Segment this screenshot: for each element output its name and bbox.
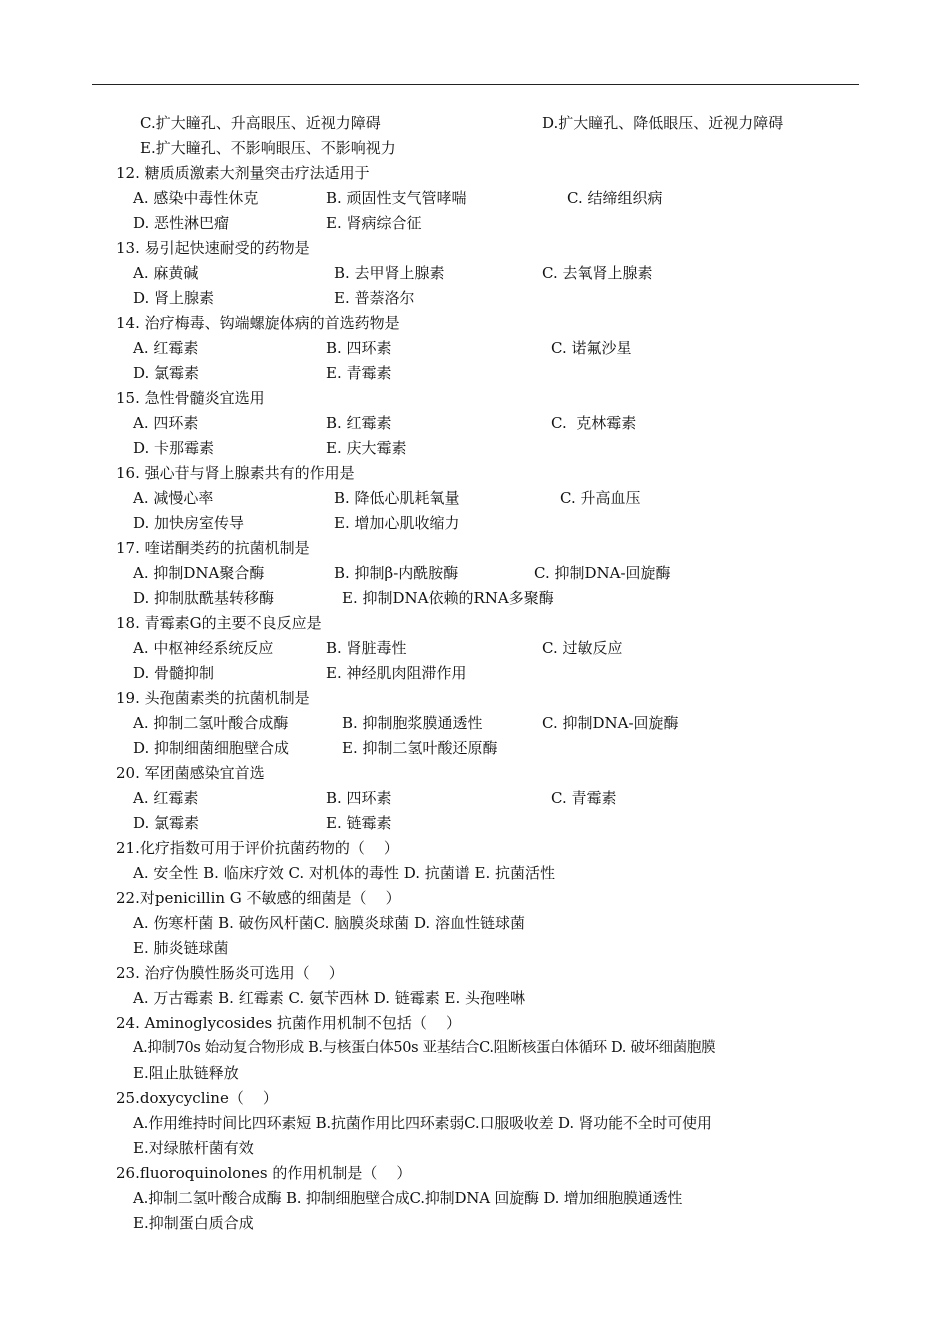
q13-option-c: C. 去氧肾上腺素: [542, 264, 653, 282]
q18-option-a: A. 中枢神经系统反应: [133, 639, 274, 657]
q19-option-b: B. 抑制胞浆膜通透性: [342, 714, 483, 732]
q20-option-e: E. 链霉素: [326, 814, 392, 832]
q26-stem: 26.fluoroquinolones 的作用机制是（ ）: [116, 1164, 412, 1182]
q12-option-e: E. 肾病综合征: [326, 214, 422, 232]
q16-option-c: C. 升高血压: [560, 489, 641, 507]
q12-option-d: D. 恶性淋巴瘤: [133, 214, 230, 232]
q13-option-d: D. 肾上腺素: [133, 289, 215, 307]
q15-option-a: A. 四环素: [133, 414, 199, 432]
q22-options-line2: E. 肺炎链球菌: [133, 939, 229, 957]
q18-option-c: C. 过敏反应: [542, 639, 623, 657]
q19-stem: 19. 头孢菌素类的抗菌机制是: [116, 689, 310, 707]
q13-option-a: A. 麻黄碱: [133, 264, 199, 282]
q18-option-b: B. 肾脏毒性: [326, 639, 407, 657]
q16-option-b: B. 降低心肌耗氧量: [334, 489, 460, 507]
q13-option-b: B. 去甲肾上腺素: [334, 264, 445, 282]
q14-option-c: C. 诺氟沙星: [551, 339, 632, 357]
q19-option-c: C. 抑制DNA-回旋酶: [542, 714, 679, 732]
q17-option-c: C. 抑制DNA-回旋酶: [534, 564, 671, 582]
q14-option-b: B. 四环素: [326, 339, 392, 357]
q25-options-line1: A.作用维持时间比四环素短 B.抗菌作用比四环素弱C.口服吸收差 D. 肾功能不全时可使用: [133, 1114, 712, 1132]
q14-option-e: E. 青霉素: [326, 364, 392, 382]
q15-stem: 15. 急性骨髓炎宜选用: [116, 389, 265, 407]
q24-options-line2: E.阻止肽链释放: [133, 1064, 239, 1082]
q16-option-d: D. 加快房室传导: [133, 514, 245, 532]
q15-option-b: B. 红霉素: [326, 414, 392, 432]
q11-option-c: C.扩大瞳孔、升高眼压、近视力障碍: [140, 114, 381, 132]
q15-option-c: C. 克林霉素: [551, 414, 637, 432]
q20-option-d: D. 氯霉素: [133, 814, 200, 832]
q19-option-d: D. 抑制细菌细胞壁合成: [133, 739, 290, 757]
q16-stem: 16. 强心苷与肾上腺素共有的作用是: [116, 464, 355, 482]
q12-stem: 12. 糖质质激素大剂量突击疗法适用于: [116, 164, 370, 182]
q19-option-e: E. 抑制二氢叶酸还原酶: [342, 739, 498, 757]
q24-options-line1: A.抑制70s 始动复合物形成 B.与核蛋白体50s 亚基结合C.阻断核蛋白体循环 D. 破坏细菌胞膜: [133, 1040, 716, 1056]
q17-option-a: A. 抑制DNA聚合酶: [133, 564, 265, 582]
q17-stem: 17. 喹诺酮类药的抗菌机制是: [116, 539, 310, 557]
q22-options-line1: A. 伤寒杆菌 B. 破伤风杆菌C. 脑膜炎球菌 D. 溶血性链球菌: [133, 914, 525, 932]
header-rule: [92, 84, 859, 85]
q11-option-e: E.扩大瞳孔、不影响眼压、不影响视力: [140, 139, 396, 157]
q13-stem: 13. 易引起快速耐受的药物是: [116, 239, 310, 257]
q15-option-d: D. 卡那霉素: [133, 439, 215, 457]
q13-option-e: E. 普萘洛尔: [334, 289, 415, 307]
q26-options-line2: E.抑制蛋白质合成: [133, 1214, 254, 1232]
q12-option-b: B. 顽固性支气管哮喘: [326, 189, 467, 207]
q22-stem: 22.对penicillin G 不敏感的细菌是（ ）: [116, 889, 401, 907]
q16-option-e: E. 增加心肌收缩力: [334, 514, 460, 532]
q26-options-line1: A.抑制二氢叶酸合成酶 B. 抑制细胞壁合成C.抑制DNA 回旋酶 D. 增加细胞膜通透性: [133, 1189, 683, 1207]
q19-option-a: A. 抑制二氢叶酸合成酶: [133, 714, 289, 732]
q14-option-a: A. 红霉素: [133, 339, 199, 357]
q21-options: A. 安全性 B. 临床疗效 C. 对机体的毒性 D. 抗菌谱 E. 抗菌活性: [133, 864, 555, 882]
q16-option-a: A. 减慢心率: [133, 489, 214, 507]
q23-options: A. 万古霉素 B. 红霉素 C. 氨苄西林 D. 链霉素 E. 头孢唑啉: [133, 989, 525, 1007]
q18-stem: 18. 青霉素G的主要不良反应是: [116, 614, 322, 632]
q25-options-line2: E.对绿脓杆菌有效: [133, 1139, 254, 1157]
q12-option-c: C. 结缔组织病: [567, 189, 663, 207]
q14-stem: 14. 治疗梅毒、钩端螺旋体病的首选药物是: [116, 314, 400, 332]
q20-option-b: B. 四环素: [326, 789, 392, 807]
q20-option-c: C. 青霉素: [551, 789, 617, 807]
q17-option-d: D. 抑制肽酰基转移酶: [133, 589, 275, 607]
q21-stem: 21.化疗指数可用于评价抗菌药物的（ ）: [116, 839, 399, 857]
q24-stem: 24. Aminoglycosides 抗菌作用机制不包括（ ）: [116, 1014, 461, 1032]
q11-option-d: D.扩大瞳孔、降低眼压、近视力障碍: [542, 114, 784, 132]
q20-option-a: A. 红霉素: [133, 789, 199, 807]
q15-option-e: E. 庆大霉素: [326, 439, 407, 457]
q18-option-e: E. 神经肌肉阻滞作用: [326, 664, 467, 682]
q20-stem: 20. 军团菌感染宜首选: [116, 764, 265, 782]
q12-option-a: A. 感染中毒性休克: [133, 189, 259, 207]
q17-option-b: B. 抑制β-内酰胺酶: [334, 564, 459, 582]
q25-stem: 25.doxycycline（ ）: [116, 1089, 278, 1107]
q17-option-e: E. 抑制DNA依赖的RNA多聚酶: [342, 589, 554, 607]
q23-stem: 23. 治疗伪膜性肠炎可选用（ ）: [116, 964, 344, 982]
q18-option-d: D. 骨髓抑制: [133, 664, 215, 682]
q14-option-d: D. 氯霉素: [133, 364, 200, 382]
